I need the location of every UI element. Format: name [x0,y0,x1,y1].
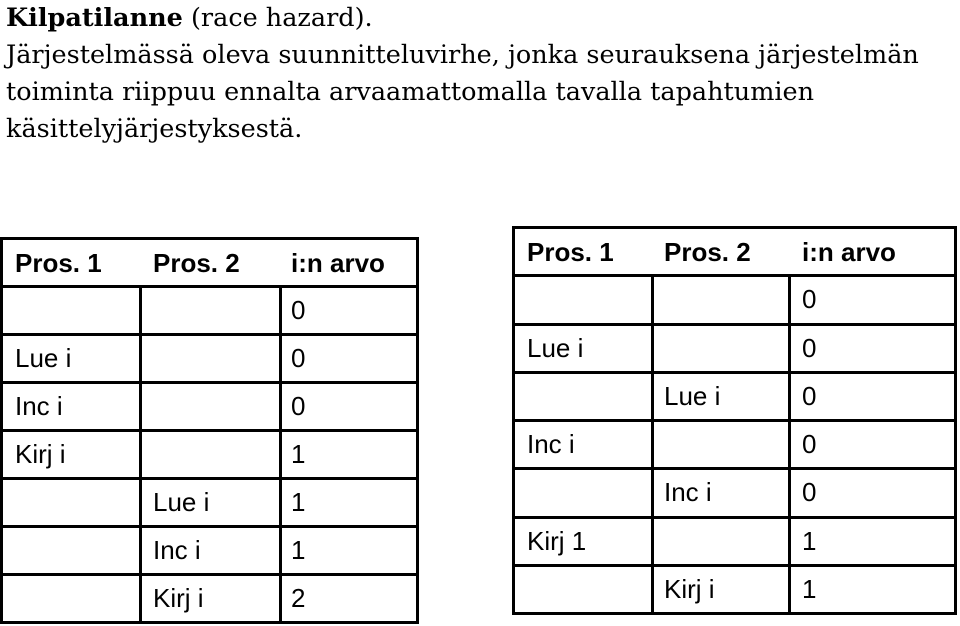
table_right-cell: Lue i [664,380,721,411]
table_right-cell: Kirj i [664,573,715,604]
table_left-cell: Kirj i [15,439,66,469]
table_right-cell: 1 [802,573,817,604]
table_right-header-3: i:n arvo [802,237,896,268]
table_left-cell: 0 [291,391,306,421]
table_left-cell: Inc i [153,535,201,565]
table_right-cell: 0 [802,284,817,315]
intro-term-suffix: (race hazard). [182,3,373,33]
table_left-cell: Kirj i [153,583,204,613]
table_right-row-divider-5 [515,467,954,470]
table_right-header-1: Pros. 1 [527,237,614,268]
table_left-header-2: Pros. 2 [153,248,240,278]
table_right-row-divider-7 [515,564,954,567]
table_left-cell: 0 [291,295,306,325]
table_left-row-divider-3 [3,381,416,384]
table_left-cell: Lue i [15,343,72,373]
table_right-cell: 1 [802,525,817,556]
table_right-header-2: Pros. 2 [664,237,751,268]
table_right-row-divider-2 [515,323,954,326]
table_left-row-divider-1 [3,285,416,288]
table_left-cell: 1 [291,439,306,469]
table_left-row-divider-4 [3,429,416,432]
table_right-cell: 0 [802,380,817,411]
intro-title-line [6,0,956,37]
intro-line-1: Järjestelmässä oleva suunnitteluvirhe, jonka seurauksena järjestelmän [6,40,919,70]
table_right-row-divider-6 [515,516,954,519]
table_right-cell: Lue i [527,332,584,363]
intro-term: Kilpatilanne [6,3,183,33]
table_left-cell: 1 [291,487,306,517]
table_left-cell: 1 [291,535,306,565]
table_left-row-divider-7 [3,573,416,576]
table_left-header-1: Pros. 1 [15,248,102,278]
table_left-cell: 2 [291,583,306,613]
table_right-cell: 0 [802,429,817,460]
table-right [512,226,957,615]
table_right-cell: Inc i [664,477,712,508]
table_right-row-divider-4 [515,419,954,422]
table-left [0,237,419,624]
table_left-header-3: i:n arvo [291,248,385,278]
table_right-row-divider-1 [515,274,954,277]
table_left-cell: Lue i [153,487,210,517]
intro-text [6,0,956,148]
table_right-cell: Kirj 1 [527,525,587,556]
table_left-cell: 0 [291,343,306,373]
table_right-cell: 0 [802,477,817,508]
intro-line-3: käsittelyjärjestyksestä. [6,114,303,144]
table_right-cell: Inc i [527,429,575,460]
table_left-row-divider-5 [3,477,416,480]
intro-line-2: toiminta riippuu ennalta arvaamattomalla tavalla tapahtumien [6,77,815,107]
table_right-cell: 0 [802,332,817,363]
table_left-row-divider-2 [3,333,416,336]
table_left-row-divider-6 [3,525,416,528]
table_right-row-divider-3 [515,371,954,374]
table_left-cell: Inc i [15,391,63,421]
